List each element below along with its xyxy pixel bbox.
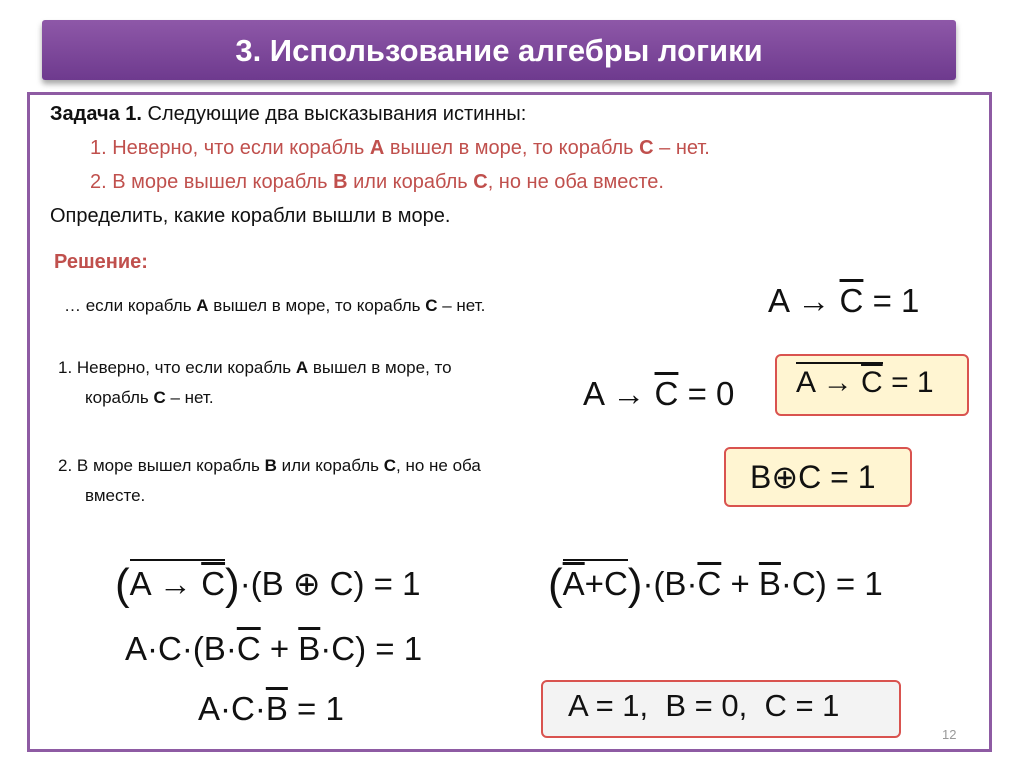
statement-2-post: , но не оба вместе. [487,171,664,193]
sol3-c: C [383,456,397,475]
statement-1-post: – нет. [653,137,710,159]
f6-negated-group [563,565,628,603]
sol3-mid: или корабль [276,456,384,475]
f1-c-negated: $\overline{C}$ [839,282,864,319]
formula-expanded [125,630,422,668]
f6-p1: ·(B· [642,565,698,602]
solution-line-2b [85,388,214,408]
formula-implication-false [583,375,734,413]
task-question: Определить, какие корабли вышли в море. [50,205,451,227]
statement-1-pre: 1. Неверно, что если корабль [90,137,370,159]
solution-line-3 [58,456,481,476]
statement-1-a: A [369,137,385,159]
f6-b-negated: $\overline{B}$ [758,565,781,602]
task-label: Задача 1. [50,103,142,125]
statement-2-mid: или корабль [347,171,474,193]
f5-c-negated: $\overline{C}$ [201,565,226,602]
sol3-post: , но не оба [396,456,481,475]
f4-xor-op: ⊕ [771,459,799,495]
f6-lparen: ( [548,560,563,609]
sol2b-pre: корабль [85,388,154,407]
sol2b-c: C [153,388,166,407]
statement-2-pre: 2. В море вышел корабль [90,171,334,193]
formula-combined-2 [548,560,883,610]
sol2-pre: 1. Неверно, что если корабль [58,358,296,377]
sol3-b: B [264,456,277,475]
statement-2 [90,171,664,194]
f5-arrow: → [159,565,193,602]
f2-eq: = 0 [687,375,735,412]
sol2-post: вышел в море, то [308,358,452,377]
answer: A = 1, B = 0, C = 1 [568,688,840,723]
f5-lparen: ( [115,560,130,609]
f3-overline [796,362,883,364]
statement-1-c: C [639,137,654,159]
f4-b: B [750,459,772,495]
sol2-a: A [295,358,309,377]
statement-2-b: B [333,171,348,193]
f3-c-negated: $\overline{C}$ [861,366,883,399]
f7-p1: + [260,630,299,667]
f6-p3: ·C) = 1 [780,565,883,602]
solution-line-2 [58,358,452,378]
f6-overline [563,559,628,561]
f1-arrow: → [797,282,831,319]
solution-line-1 [64,296,485,316]
f6-a-negated: $\overline{A}$ [562,565,585,602]
f2-a: A [583,375,604,412]
f3-arrow: → [822,366,853,399]
f4-eq: = 1 [830,459,876,495]
sol1-post: – нет. [437,296,486,315]
sol1-pre: … если корабль [64,296,197,315]
sol1-a: A [196,296,209,315]
title-bar [42,20,956,80]
statement-1 [90,137,710,160]
f7-p2: ·C) = 1 [320,630,423,667]
f6-p2: + [721,565,759,602]
slide-title: 3. Использование алгебры логики [235,33,763,68]
sol1-mid: вышел в море, то корабль [208,296,426,315]
f5-rest: ·(B ⊕ C) = 1 [239,565,421,602]
f8-p1: = 1 [287,690,344,727]
f5-a: A [129,565,150,602]
f7-p0: A·C·(B· [125,630,237,667]
f3-negated-group [796,366,883,400]
f1-a: A [768,282,789,319]
f6-rparen: ) [627,560,643,609]
statement-1-mid: вышел в море, то корабль [384,137,640,159]
solution-heading: Решение: [54,251,148,273]
formula-negated-implication [796,366,934,400]
f5-negated-group [130,565,225,603]
f2-arrow: → [612,375,646,412]
solution-line-3b: вместе. [85,486,146,505]
sol1-c: C [425,296,438,315]
formula-xor [750,458,876,496]
sol2b-post: – нет. [165,388,214,407]
f5-rparen: ) [225,560,240,609]
f7-b-negated: $\overline{B}$ [298,630,321,667]
task-intro [50,103,526,126]
page-number: 12 [942,727,957,742]
f3-eq: = 1 [891,366,934,399]
f7-c-negated: $\overline{C}$ [236,630,261,667]
f6-plus: + [584,565,604,602]
f2-c-negated: $\overline{C}$ [654,375,679,412]
f8-p0: A·C· [198,690,266,727]
formula-implication-true [768,282,919,320]
f4-c: C [798,459,822,495]
f1-eq: = 1 [872,282,920,319]
task-intro-text: Следующие два высказывания истинны: [147,103,527,125]
f5-overline [130,559,225,561]
f3-a: A [796,366,815,399]
f6-c: C [603,565,628,602]
formula-reduced [198,690,344,728]
f8-b-negated: $\overline{B}$ [265,690,288,727]
sol3-pre: 2. В море вышел корабль [58,456,265,475]
f6-c2-negated: $\overline{C}$ [697,565,722,602]
statement-2-c: C [473,171,488,193]
formula-combined-1 [115,560,420,610]
